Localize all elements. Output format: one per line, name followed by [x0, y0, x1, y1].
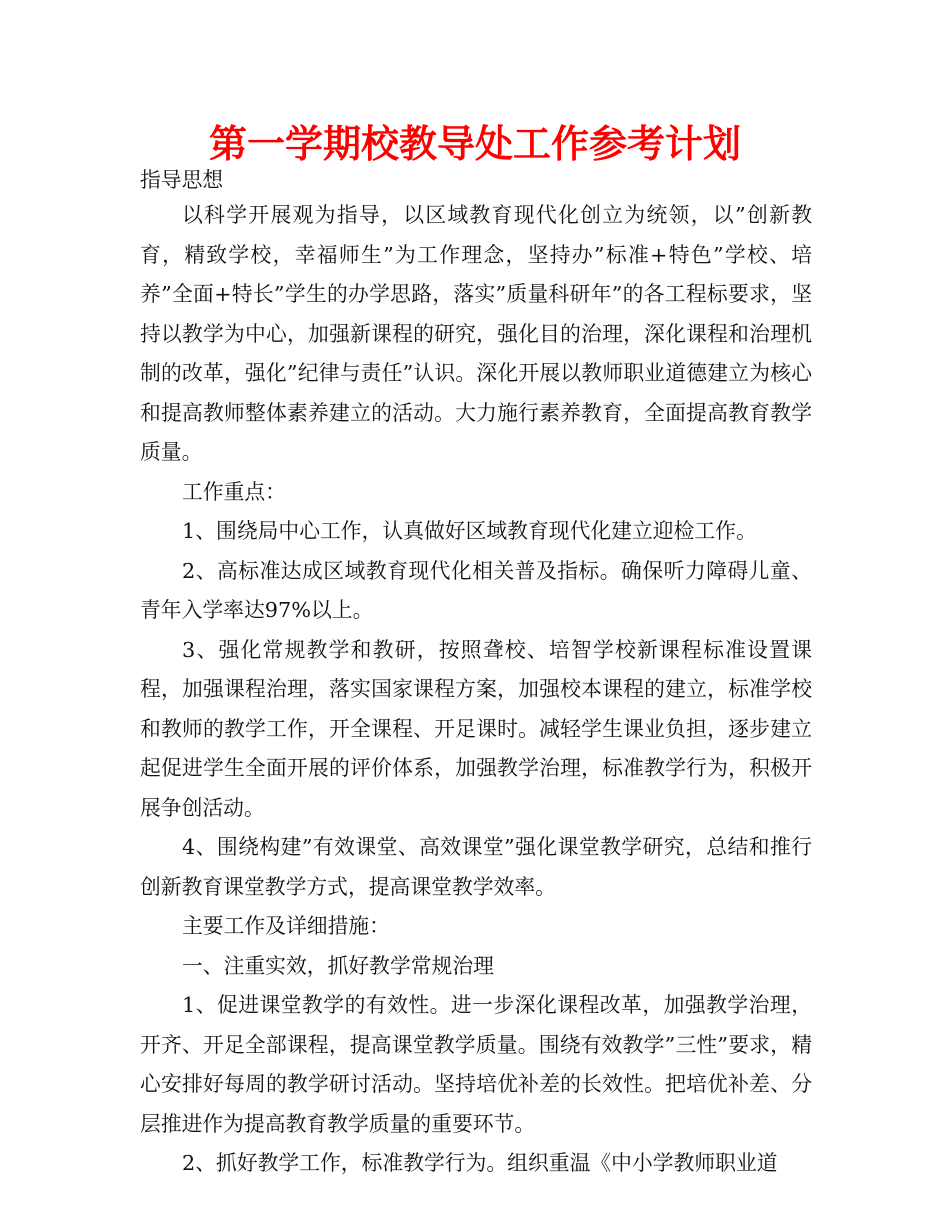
heading-section-one: 一、注重实效，抓好教学常规治理 [182, 953, 494, 978]
paragraph-guiding-ideology: 以科学开展观为指导，以区域教育现代化创立为统领，以”创新教育，精致学校，幸福师生”为工作理念，坚持办”标准+特色”学校、培养”全面+特长”学生的办学思路，落实”质量科研年”的各工程标要求，坚持以教学为中心，加强新课程的研究，强化目的治理，深化课程和治理机制的改革，强化”纪律与责任”认识。深化开展以教师职业道德建立为核心和提高教师整体素养建立的活动。大力施行素养教育，全面提高教育教学质量。 [140, 203, 812, 464]
paragraph-focus-1: 1、围绕局中心工作，认真做好区域教育现代化建立迎检工作。 [182, 519, 757, 543]
section-heading-guiding-ideology: 指导思想 [140, 168, 224, 192]
heading-work-focus: 工作重点： [182, 479, 286, 504]
document-title: 第一学期校教导处工作参考计划 [208, 122, 741, 166]
paragraph-measure-2: 2、抓好教学工作，标准教学行为。组织重温《中小学教师职业道 [182, 1151, 778, 1175]
paragraph-focus-4: 4、围绕构建”有效课堂、高效课堂”强化课堂教学研究，总结和推行创新教育课堂教学方式，提高课堂教学效率。 [140, 835, 812, 899]
paragraph-measure-1: 1、促进课堂教学的有效性。进一步深化课程改革，加强教学治理，开齐、开足全部课程，提高课堂教学质量。围绕有效教学”三性”要求，精心安排好每周的教学研讨活动。坚持培优补差的长效性。把培优补差、分层推进作为提高教育教学质量的重要环节。 [140, 993, 812, 1136]
paragraph-focus-2: 2、高标准达成区域教育现代化相关普及指标。确保听力障碍儿童、青年入学率达97%以上。 [140, 558, 812, 622]
heading-main-work: 主要工作及详细措施： [182, 914, 390, 938]
document-body [140, 164, 812, 1184]
paragraph-focus-3: 3、强化常规教学和教研，按照聋校、培智学校新课程标准设置课程，加强课程治理，落实国家课程方案，加强校本课程的建立，标准学校和教师的教学工作，开全课程、开足课时。减轻学生课业负担，逐步建立起促进学生全面开展的评价体系，加强教学治理，标准教学行为，积极开展争创活动。 [140, 637, 812, 820]
